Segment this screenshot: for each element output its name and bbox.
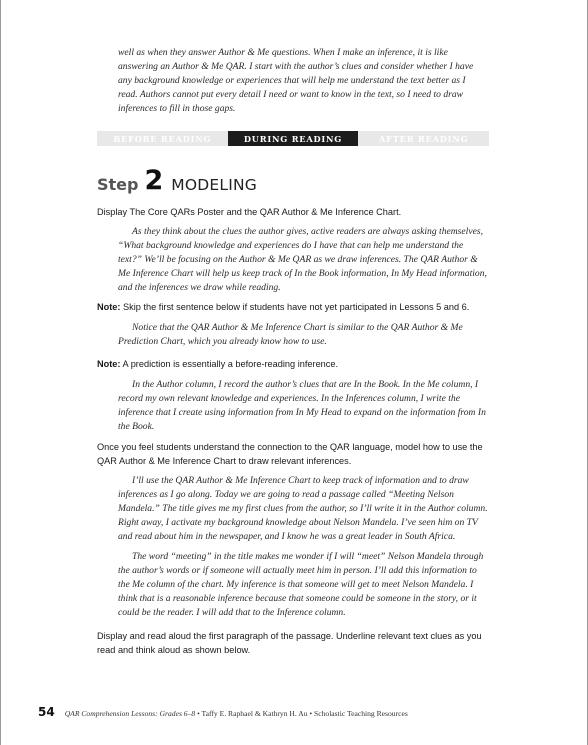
paragraph-display-instructions: Display The Core QARs Poster and the QAR Author & Me Inference Chart. [97, 207, 402, 217]
teacher-script-columns: In the Author column, I record the author’s clues that are In the Book. In the Me column, I record my own relevant knowledge and experiences. In the Inferences column, I write the inference that I create using information from In My Head to expand on the information from In the Book. [118, 379, 486, 433]
phase-during-reading: DURING READING [228, 131, 359, 146]
teacher-script-active-readers: As they think about the clues the author gives, active readers are always asking themselves, “What background knowledge and experiences do I have that can help me understand the text?” We’ll be focusing on the Author & Me QAR as we draw inferences. The QAR Author & Me Inference Chart will help us keep track of In the Book information, In My Head information, and the inferences we draw while reading. [118, 226, 487, 294]
paragraph-read-aloud: Display and read aloud the first paragraph of the passage. Underline relevant text clues as you read and think aloud as shown below. [97, 631, 482, 656]
reading-phase-bar [97, 131, 489, 146]
author-credits: • Taffy E. Raphael & Kathryn H. Au • Scholastic Teaching Resources [195, 709, 408, 718]
footer-credits [65, 709, 408, 718]
intro-paragraph: well as when they answer Author & Me questions. When I make an inference, it is like answering an Author & Me QAR. I start with the author’s clues and consider whether I have any background knowledge or experiences that will help me understand the text better as I read. Authors cannot put every detail I need or want to know in the text, so I need to draw inferences to fill in those gaps. [118, 47, 474, 115]
phase-before-reading: BEFORE READING [97, 131, 228, 146]
phase-after-reading: AFTER READING [358, 131, 489, 146]
book-title: QAR Comprehension Lessons: Grades 6–8 [64, 709, 196, 718]
note-text: Skip the first sentence below if students have not yet participated in Lessons 5 and 6. [120, 302, 470, 312]
step-word: Step [97, 175, 139, 194]
teacher-script-meeting: The word “meeting” in the title makes me wonder if I will “meet” Nelson Mandela through the author’s words or if someone will actually meet him in person. I’ll add this information to the Me column of the chart. My inference is that someone will get to meet Nelson Mandela. I think that is a reasonable inference because that someone could be someone in the story, or it could be the reader. I will add that to the Inference column. [118, 551, 484, 619]
paragraph-model-instructions: Once you feel students understand the connection to the QAR language, model how to use the QAR Author & Me Inference Chart to draw relevant inferences. [97, 442, 483, 467]
step-heading [97, 160, 257, 194]
note-prediction [97, 357, 497, 371]
step-title: MODELING [171, 176, 257, 194]
page-number: 54 [38, 705, 55, 719]
teacher-script-mandela: I’ll use the QAR Author & Me Inference Chart to keep track of information and to draw inferences as I go along. Today we are going to read a passage called “Meeting Nelson Mandela.” The title gives me my first clues from the author, so I’ll write it in the Author column. Right away, I activate my background knowledge about Nelson Mandela. I’ve seen him on TV and read about him in the newspaper, and I know he was a great leader in South Africa. [118, 475, 488, 543]
note-label: Note: [97, 302, 121, 312]
note-skip-sentence [97, 300, 497, 314]
note-label: Note: [97, 359, 121, 369]
step-number: 2 [144, 165, 164, 196]
page-footer [38, 705, 558, 719]
note-text: A prediction is essentially a before-reading inference. [120, 359, 339, 369]
teacher-script-prediction-chart: Notice that the QAR Author & Me Inference Chart is similar to the QAR Author & Me Prediction Chart, which you already know how to use. [118, 322, 463, 348]
